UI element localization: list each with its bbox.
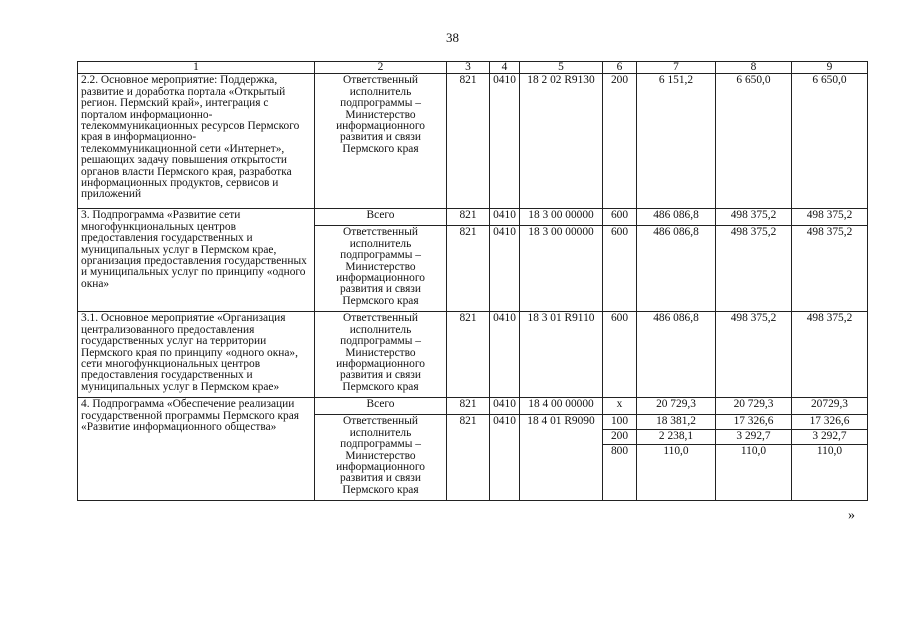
ministry-code-cell: 821 — [447, 74, 490, 209]
ministry-code-cell: 821 — [447, 415, 490, 500]
page-number: 38 — [446, 30, 459, 45]
amount-col9-cell: 498 375,2 — [792, 209, 868, 226]
row-description: 3.1. Основное мероприятие «Организация централизованного предоставления государственных услуг на территории Пермского края по принципу «одного окна», сети многофункциональных центров предоставления государственных и муниципальных услуг в Пермском крае» — [78, 312, 315, 398]
amount-col7-cell: 110,0 — [637, 444, 716, 500]
expense-type-cell: 600 — [603, 226, 637, 312]
amount-col8-cell: 498 375,2 — [716, 209, 792, 226]
row-description: 4. Подпрограмма «Обеспечение реализации государственной программы Пермского края «Развитие информационного общества» — [78, 398, 315, 500]
table-row — [78, 398, 868, 415]
header-cell: 3 — [447, 62, 490, 74]
responsible-cell: Ответственный исполнитель подпрограммы – Министерство информационного развития и связи Пермского края — [315, 415, 447, 500]
budget-table — [77, 61, 868, 501]
amount-col7-cell: 486 086,8 — [637, 226, 716, 312]
expense-type-cell: 600 — [603, 209, 637, 226]
amount-col7-cell: 486 086,8 — [637, 312, 716, 398]
table-row — [78, 209, 868, 226]
table-row — [78, 312, 868, 398]
amount-col7-cell: 20 729,3 — [637, 398, 716, 415]
section-code-cell: 0410 — [490, 398, 520, 415]
amount-col8-cell: 498 375,2 — [716, 312, 792, 398]
amount-col9-cell: 6 650,0 — [792, 74, 868, 209]
responsible-cell: Всего — [315, 209, 447, 226]
table-row — [78, 74, 868, 209]
ministry-code-cell: 821 — [447, 226, 490, 312]
table-header-row — [78, 62, 868, 74]
responsible-cell: Ответственный исполнитель подпрограммы – Министерство информационного развития и связи Пермского края — [315, 74, 447, 209]
expense-type-cell: 800 — [603, 444, 637, 500]
target-code-cell: 18 3 00 00000 — [520, 209, 603, 226]
amount-col9-cell: 110,0 — [792, 444, 868, 500]
header-cell: 6 — [603, 62, 637, 74]
header-cell: 4 — [490, 62, 520, 74]
amount-col8-cell: 498 375,2 — [716, 226, 792, 312]
amount-col8-cell: 110,0 — [716, 444, 792, 500]
row-description: 2.2. Основное мероприятие: Поддержка, развитие и доработка портала «Открытый регион. Пермский край», интеграция с порталом информационно-телекоммуникационных ресурсов Пермского края в информационно-телекоммуникационной сети «Интернет», решающих задачу повышения открытости органов власти Пермского края, разработка информационных продуктов, сервисов и приложений — [78, 74, 315, 209]
ministry-code-cell: 821 — [447, 398, 490, 415]
amount-col8-cell: 3 292,7 — [716, 429, 792, 444]
amount-col9-cell: 3 292,7 — [792, 429, 868, 444]
amount-col8-cell: 20 729,3 — [716, 398, 792, 415]
ministry-code-cell: 821 — [447, 209, 490, 226]
amount-col9-cell: 498 375,2 — [792, 226, 868, 312]
responsible-cell: Всего — [315, 398, 447, 415]
amount-col8-cell: 6 650,0 — [716, 74, 792, 209]
header-cell: 8 — [716, 62, 792, 74]
amount-col7-cell: 2 238,1 — [637, 429, 716, 444]
expense-type-cell: х — [603, 398, 637, 415]
target-code-cell: 18 3 01 R9110 — [520, 312, 603, 398]
amount-col8-cell: 17 326,6 — [716, 415, 792, 429]
expense-type-cell: 100 — [603, 415, 637, 429]
amount-col9-cell: 20729,3 — [792, 398, 868, 415]
section-code-cell: 0410 — [490, 209, 520, 226]
header-cell: 9 — [792, 62, 868, 74]
section-code-cell: 0410 — [490, 415, 520, 500]
expense-type-cell: 200 — [603, 74, 637, 209]
section-code-cell: 0410 — [490, 74, 520, 209]
target-code-cell: 18 2 02 R9130 — [520, 74, 603, 209]
section-code-cell: 0410 — [490, 226, 520, 312]
target-code-cell: 18 4 00 00000 — [520, 398, 603, 415]
header-cell: 2 — [315, 62, 447, 74]
responsible-cell: Ответственный исполнитель подпрограммы – Министерство информационного развития и связи Пермского края — [315, 226, 447, 312]
amount-col7-cell: 486 086,8 — [637, 209, 716, 226]
ministry-code-cell: 821 — [447, 312, 490, 398]
row-description: 3. Подпрограмма «Развитие сети многофункциональных центров предоставления государственных и муниципальных услуг в Пермском крае, организация предоставления государственных и муниципальных услуг по принципу «одного окна» — [78, 209, 315, 312]
header-cell: 1 — [78, 62, 315, 74]
section-code-cell: 0410 — [490, 312, 520, 398]
amount-col9-cell: 17 326,6 — [792, 415, 868, 429]
responsible-cell: Ответственный исполнитель подпрограммы – Министерство информационного развития и связи Пермского края — [315, 312, 447, 398]
header-cell: 5 — [520, 62, 603, 74]
target-code-cell: 18 4 01 R9090 — [520, 415, 603, 500]
amount-col7-cell: 18 381,2 — [637, 415, 716, 429]
amount-col9-cell: 498 375,2 — [792, 312, 868, 398]
amount-col7-cell: 6 151,2 — [637, 74, 716, 209]
expense-type-cell: 200 — [603, 429, 637, 444]
target-code-cell: 18 3 00 00000 — [520, 226, 603, 312]
header-cell: 7 — [637, 62, 716, 74]
closing-quote-mark: » — [848, 508, 855, 523]
expense-type-cell: 600 — [603, 312, 637, 398]
